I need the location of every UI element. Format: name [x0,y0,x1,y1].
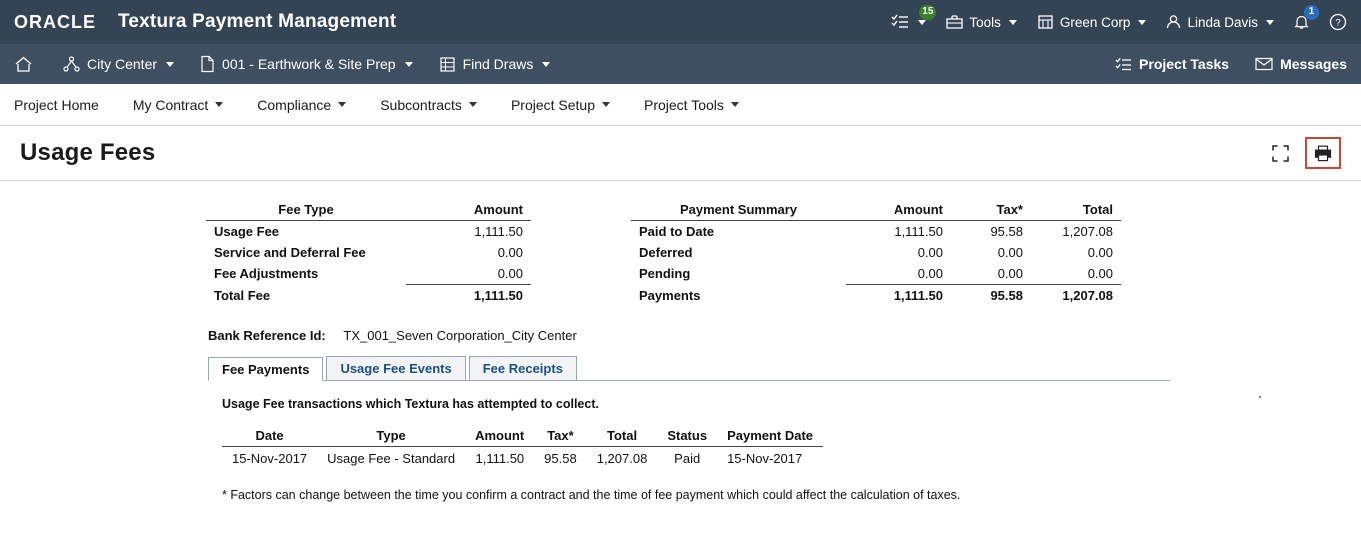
chevron-down-icon [1138,20,1146,25]
tasks-list-icon [891,14,910,30]
bank-reference [208,328,1361,343]
row-tax: 0.00 [997,266,1023,281]
table-row [631,263,1121,285]
row-amount: 0.00 [497,266,523,281]
row-amount: 1,111.50 [474,224,523,239]
expand-icon [1272,145,1289,162]
nav-item-subcontracts[interactable] [380,97,477,113]
user-menu[interactable] [1166,14,1274,30]
chevron-down-icon [731,102,739,107]
tab-fee-payments[interactable] [208,357,323,381]
col-tax: Tax* [951,199,1031,221]
table-row [206,242,531,263]
mail-icon [1255,57,1273,71]
project-selector[interactable] [63,56,174,73]
nav-item-project-home[interactable] [14,97,99,113]
nav-item-my-contract[interactable] [133,97,223,113]
table-header-row [206,199,531,221]
page-actions [1263,137,1341,169]
tab-description: Usage Fee transactions which Textura has attempted to collect. [222,397,599,411]
svg-text:?: ? [1335,17,1341,29]
row-tax: 0.00 [997,245,1023,260]
tab-label: Fee Payments [222,362,310,377]
table-total-row [631,285,1121,307]
page-title: Usage Fees [20,139,156,166]
summary-tables [0,199,1361,306]
col-payment-summary: Payment Summary [631,199,846,221]
bank-reference-label: Bank Reference Id: [208,328,326,343]
toolbox-icon [946,14,963,30]
find-draws-selector[interactable] [439,56,551,73]
cell-amount: 1,111.50 [475,451,525,466]
tasks-icon [1115,57,1132,72]
row-total: 0.00 [1087,245,1113,260]
row-tax: 95.58 [990,224,1023,239]
app-title: Textura Payment Management [118,11,397,32]
building-icon [1037,14,1054,30]
col-tax: Tax* [534,425,587,447]
notifications-button[interactable] [1294,6,1315,30]
company-menu[interactable] [1037,14,1147,30]
company-label: Green Corp [1059,14,1131,30]
col-amount: Amount [465,425,534,447]
tasks-badge: 15 [919,5,936,20]
table-row [222,447,823,471]
total-label: Payments [639,287,701,303]
cell-date: 15-Nov-2017 [232,451,308,466]
help-icon [1329,13,1347,31]
row-label: Service and Deferral Fee [214,245,366,260]
page-content [0,181,1361,533]
find-draws-label: Find Draws [462,56,534,72]
col-total: Total [1031,199,1121,221]
total-total: 1,207.08 [1031,285,1121,307]
home-button[interactable] [14,56,33,73]
chevron-down-icon [918,20,926,25]
top-bar [0,0,1361,44]
nav-label: Compliance [257,96,332,113]
tax-footnote: * Factors can change between the time you confirm a contract and the time of fee payment which could affect the calculation of taxes. [222,488,961,502]
tab-label: Fee Receipts [482,361,563,376]
col-payment-date: Payment Date [717,425,823,447]
chevron-down-icon [1009,20,1017,25]
row-total: 1,207.08 [1062,224,1113,239]
row-amount: 0.00 [917,266,943,281]
tab-fee-receipts[interactable] [469,356,577,380]
context-bar [0,44,1361,84]
fee-payments-table [222,425,823,470]
project-label: City Center [87,56,158,72]
tab-usage-fee-events[interactable] [326,356,465,380]
row-total: 0.00 [1087,266,1113,281]
notifications-badge: 1 [1304,5,1319,20]
print-button[interactable] [1305,137,1341,169]
context-bar-right [1115,56,1347,72]
tab-bar [208,357,1170,381]
nav-label: My Contract [132,96,209,113]
nav-item-project-tools[interactable] [644,97,739,113]
cell-total: 1,207.08 [596,451,648,466]
col-fee-type: Fee Type [206,199,406,221]
chevron-down-icon [1266,20,1274,25]
col-type: Type [317,425,465,447]
chevron-down-icon [166,62,174,67]
table-row [631,221,1121,243]
col-total: Total [587,425,658,447]
row-amount: 0.00 [497,245,523,260]
table-row [631,242,1121,263]
table-row [206,221,531,243]
row-label: Pending [639,266,691,282]
chevron-down-icon [338,102,346,107]
total-label: Total Fee [214,287,271,303]
payment-summary-table [631,199,1121,306]
home-icon [14,56,33,73]
col-status: Status [657,425,717,447]
project-icon [63,56,80,73]
col-amount: Amount [846,199,951,221]
row-label: Usage Fee [214,224,280,239]
tools-label: Tools [969,14,1001,30]
total-amount: 1,111.50 [846,285,951,307]
row-label: Fee Adjustments [214,266,319,282]
total-amount: 1,111.50 [406,285,531,307]
tools-menu[interactable] [946,14,1017,30]
contract-label: 001 - Earthwork & Site Prep [222,56,396,72]
page-title-row [0,126,1361,181]
row-amount: 0.00 [917,245,943,260]
chevron-down-icon [469,102,477,107]
main-nav [0,84,1361,126]
draws-icon [439,56,456,73]
row-label: Deferred [639,245,693,260]
help-button[interactable] [1329,13,1347,31]
chevron-down-icon [542,62,550,67]
messages-label: Messages [1280,56,1347,72]
tab-label: Usage Fee Events [340,361,452,376]
row-amount: 1,111.50 [894,224,943,239]
oracle-logo: ORACLE [14,11,96,32]
project-tasks-button[interactable] [1115,56,1229,72]
nav-label: Project Home [14,96,99,113]
bank-reference-value: TX_001_Seven Corporation_City Center [343,328,577,343]
user-icon [1166,14,1181,30]
table-row [206,263,531,285]
contract-selector[interactable] [200,55,413,73]
col-date: Date [222,425,317,447]
cell-type: Usage Fee - Standard [327,451,456,466]
col-amount: Amount [406,199,531,221]
cell-payment-date: 15-Nov-2017 [727,451,803,466]
table-header-row [631,199,1121,221]
chevron-down-icon [405,62,413,67]
nav-label: Subcontracts [380,96,462,113]
total-tax: 95.58 [951,285,1031,307]
print-icon [1314,145,1332,162]
cell-status: Paid [674,451,701,466]
fee-type-table [206,199,531,306]
project-tasks-label: Project Tasks [1139,56,1230,72]
nav-label: Project Tools [644,96,724,113]
top-bar-right [891,6,1347,31]
document-icon [200,55,215,73]
chevron-down-icon [215,102,223,107]
nav-item-project-setup[interactable] [511,97,610,113]
nav-item-compliance[interactable] [257,97,346,113]
table-total-row [206,285,531,307]
table-header-row [222,425,823,447]
page-marker-dot [1259,396,1261,398]
user-label: Linda Davis [1187,14,1258,30]
chevron-down-icon [602,102,610,107]
expand-button[interactable] [1263,138,1297,168]
messages-button[interactable] [1255,56,1347,72]
nav-label: Project Setup [510,96,595,113]
cell-tax: 95.58 [544,451,577,466]
tasks-button[interactable] [891,6,934,30]
row-label: Paid to Date [639,224,715,239]
